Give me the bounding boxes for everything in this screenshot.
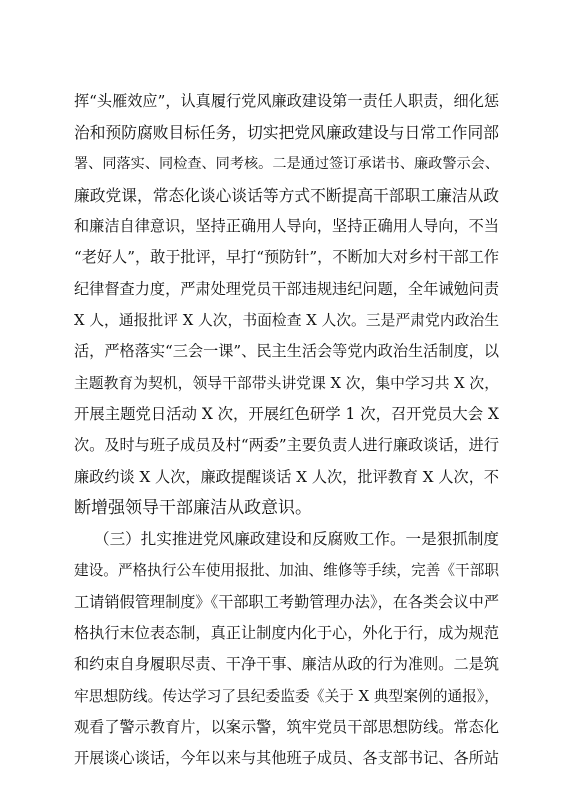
body-text bbox=[74, 86, 499, 775]
text-line: 治和预防腐败目标任务，切实把党风廉政建设与日常工作同部 bbox=[74, 123, 499, 143]
text-line: 开展谈心谈话，今年以来与其他班子成员、各支部书记、各所站 bbox=[74, 749, 499, 768]
text-line: 活，严格落实“三会一课”、民主生活会等党内政治生活制度，以 bbox=[74, 342, 499, 361]
text-line: 廉政党课，常态化谈心谈话等方式不断提高干部职工廉洁从政 bbox=[74, 185, 499, 205]
text-line: “老好人”，敢于批评，早打“预防针”，不断加大对乡村干部工作 bbox=[74, 248, 499, 267]
text-line: 工请销假管理制度》《干部职工考勤管理办法》，在各类会议中严 bbox=[74, 592, 499, 611]
text-line: 主题教育为契机，领导干部带头讲党课 X 次，集中学习共 X 次， bbox=[74, 374, 499, 392]
text-line: 开展主题党日活动 X 次，开展红色研学 1 次，召开党员大会 X bbox=[74, 404, 499, 423]
text-line: 和约束自身履职尽责、干净干事、廉洁从政的行为准则。二是筑 bbox=[74, 655, 499, 674]
text-line: 纪律督查力度，严肃处理党员干部违规违纪问题，全年诫勉问责 bbox=[74, 279, 499, 298]
text-line: 格执行末位表态制，真正让制度内化于心，外化于行，成为规范 bbox=[74, 624, 499, 643]
text-line: 牢思想防线。传达学习了县纪委监委《关于 X 典型案例的通报》， bbox=[74, 687, 499, 705]
section-heading-line: （三）扎实推进党风廉政建设和反腐败工作。一是狠抓制度 bbox=[94, 530, 499, 549]
text-line: 次。及时与班子成员及村“两委”主要负责人进行廉政谈话，进行 bbox=[74, 436, 499, 455]
text-line: 断增强领导干部廉洁从政意识。 bbox=[74, 497, 312, 518]
text-line: 挥“头雁效应”，认真履行党风廉政建设第一责任人职责，细化惩 bbox=[74, 92, 499, 110]
text-line: 署、同落实、同检查、同考核。二是通过签订承诺书、廉政警示会、 bbox=[74, 155, 499, 172]
text-line: 廉政约谈 X 人次，廉政提醒谈话 X 人次，批评教育 X 人次，不 bbox=[74, 467, 499, 486]
text-line: X 人，通报批评 X 人次，书面检查 X 人次。三是严肃党内政治生 bbox=[74, 312, 499, 330]
text-line: 建设。严格执行公车使用报批、加油、维修等手续，完善《干部职 bbox=[74, 562, 499, 580]
text-line: 和廉洁自律意识，坚持正确用人导向，坚持正确用人导向，不当 bbox=[74, 217, 499, 236]
text-line: 观看了警示教育片，以案示警，筑牢党员干部思想防线。常态化 bbox=[74, 717, 499, 736]
